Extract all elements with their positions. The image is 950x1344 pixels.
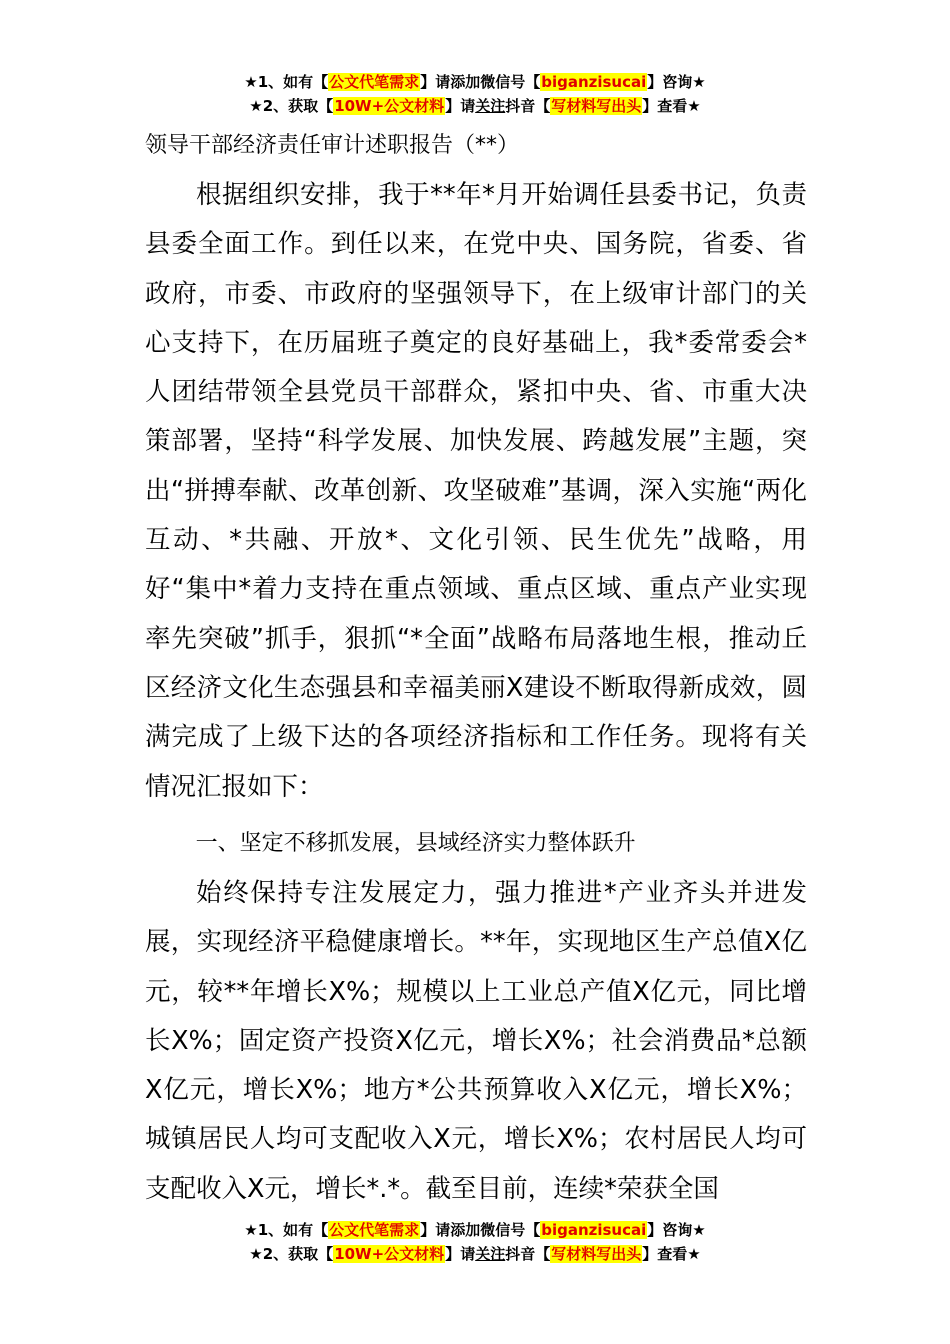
banner-highlight-wechat-id: biganzisucai — [541, 73, 647, 91]
banner-text: ★1、如有【 — [244, 1221, 329, 1239]
document-title: 领导干部经济责任审计述职报告（**） — [145, 133, 520, 158]
banner-underlined-text: 关注 — [475, 97, 506, 115]
body-paragraph-1: 根据组织安排，我于**年*月开始调任县委书记，负责县委全面工作。到任以来，在党中央、国务院，省委、省政府，市委、市政府的坚强领导下，在上级审计部门的关心支持下，在历届班子奠定的良好基础上，我*委常委会*人团结带领全县党员干部群众，紧扣中央、省、市重大决策部署，坚持“科学发展、加快发展、跨越发展”主题，突出“拼搏奉献、改革创新、攻坚破难”基调，深入实施“两化互动、*共融、开放*、文化引领、民生优先”战略，用好“集中*着力支持在重点领域、重点区域、重点产业实现率先突破”抓手，狠抓“*全面”战略布局落地生根，推动丘区经济文化生态强县和幸福美丽X建设不断取得新成效，圆满完成了上级下达的各项经济指标和工作任务。现将有关情况汇报如下： — [145, 180, 807, 802]
banner-text: ★2、获取【 — [249, 97, 334, 115]
banner-highlight-douyin: 写材料写出头 — [551, 97, 642, 115]
promo-banner-top-line-1 — [0, 70, 950, 94]
banner-underlined-text: 关注 — [475, 1245, 506, 1263]
banner-text: 抖音【 — [505, 1245, 551, 1263]
banner-text: 】咨询★ — [647, 73, 706, 91]
section-heading-1: 一、坚定不移抓发展，县域经济实力整体跃升 — [195, 831, 636, 856]
banner-text: 】查看★ — [642, 1245, 701, 1263]
banner-text: 】咨询★ — [647, 1221, 706, 1239]
banner-highlight-wechat-id: biganzisucai — [541, 1221, 647, 1239]
banner-text: 抖音【 — [505, 97, 551, 115]
banner-highlight-douyin: 写材料写出头 — [551, 1245, 642, 1263]
banner-text: 】请添加微信号【 — [420, 1221, 541, 1239]
promo-banner-bottom-line-2 — [0, 1242, 950, 1266]
banner-highlight: 公文代笔需求 — [329, 73, 420, 91]
banner-text: 】请添加微信号【 — [420, 73, 541, 91]
banner-highlight: 10W+公文材料 — [334, 97, 445, 115]
body-paragraph-2: 始终保持专注发展定力，强力推进*产业齐头并进发展，实现经济平稳健康增长。**年，实现地区生产总值X亿元，较**年增长X%；规模以上工业总产值X亿元，同比增长X%；固定资产投资X亿元，增长X%；社会消费品*总额X亿元，增长X%；地方*公共预算收入X亿元，增长X%；城镇居民人均可支配收入X元，增长X%；农村居民人均可支配收入X元，增长*.*。截至目前，连续*荣获全国 — [145, 878, 807, 1204]
promo-banner-bottom-line-1 — [0, 1218, 950, 1242]
banner-highlight: 10W+公文材料 — [334, 1245, 445, 1263]
banner-text: 】请 — [445, 1245, 476, 1263]
banner-text: 】请 — [445, 97, 476, 115]
promo-banner-top-line-2 — [0, 94, 950, 118]
banner-text: ★1、如有【 — [244, 73, 329, 91]
banner-text: 】查看★ — [642, 97, 701, 115]
banner-text: ★2、获取【 — [249, 1245, 334, 1263]
banner-highlight: 公文代笔需求 — [329, 1221, 420, 1239]
